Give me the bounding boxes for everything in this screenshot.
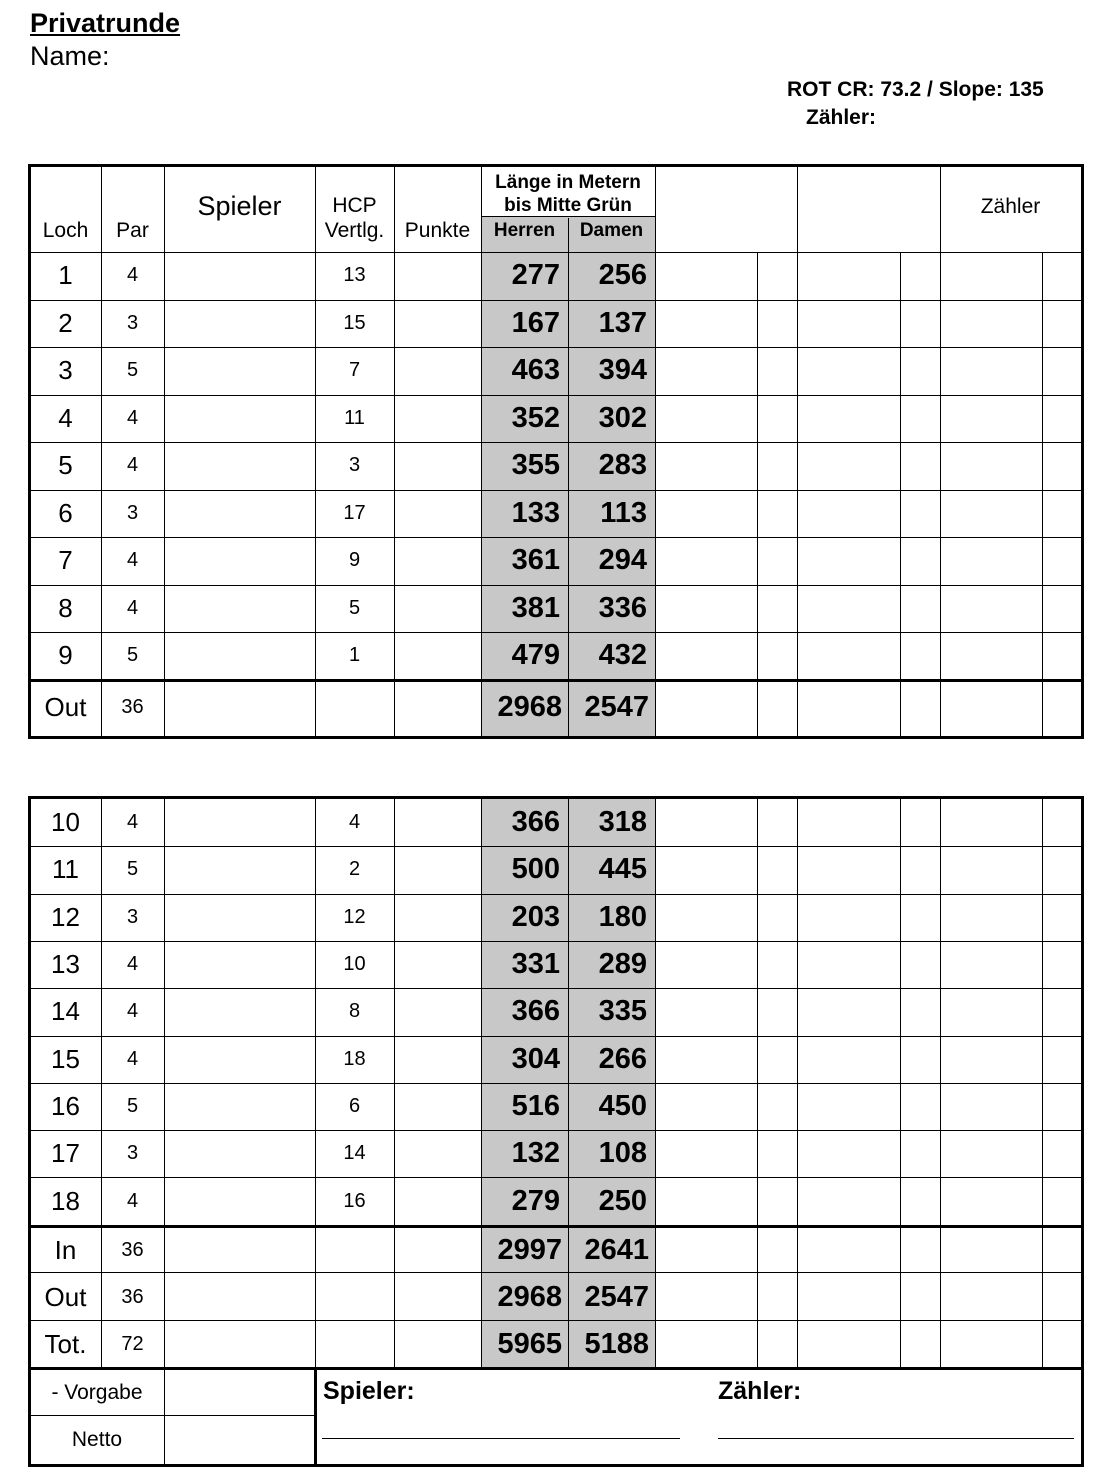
total-par: 36 [121,696,144,718]
hole-hcp: 1 [348,644,361,667]
grid-line-v [757,252,758,736]
hole-length-herren: 361 [511,544,560,577]
header-punkte: Punkte [404,219,471,242]
hole-par: 4 [126,596,139,619]
hole-length-damen: 289 [598,948,647,981]
hole-number: 16 [51,1090,80,1121]
hole-number: 4 [58,402,73,433]
grid-line-h-thick [30,1367,1081,1370]
hole-length-herren: 133 [511,496,560,529]
grid-line-v [900,252,901,736]
marker-signature-line [718,1438,1074,1439]
player-signature-label: Spieler: [323,1376,415,1405]
total-par: 72 [121,1332,144,1355]
hole-hcp: 3 [348,454,361,477]
hole-length-herren: 167 [511,306,560,339]
hole-hcp: 14 [343,1142,366,1165]
hole-length-herren: 203 [511,900,560,933]
hole-number: 11 [52,854,79,885]
hole-length-damen: 302 [598,401,647,434]
header-spieler: Spieler [197,190,282,221]
hole-length-herren: 331 [511,948,560,981]
hole-number: 14 [51,996,80,1027]
hole-par: 3 [126,311,139,334]
hole-hcp: 12 [343,905,366,928]
hole-number: 2 [58,307,73,338]
hole-number: 10 [51,807,80,838]
hole-par: 5 [126,359,139,382]
hole-length-damen: 250 [598,1184,647,1217]
hole-hcp: 10 [343,953,366,976]
hole-par: 5 [126,858,139,881]
hole-length-herren: 366 [511,806,560,839]
hole-number: 12 [51,901,80,932]
hole-number: 8 [58,592,73,623]
page-title: Privatrunde [30,8,181,38]
course-rating-info: ROT CR: 73.2 / Slope: 135 [787,78,1044,101]
hole-length-damen: 180 [598,900,647,933]
hole-par: 5 [126,1094,139,1117]
hole-par: 3 [126,501,139,524]
total-length-herren: 2997 [497,1234,562,1266]
hole-number: 6 [58,497,73,528]
hole-length-damen: 336 [598,591,647,624]
hole-length-herren: 277 [511,259,560,292]
total-label: Tot. [44,1328,87,1359]
grid-line-h [30,1415,314,1416]
hole-length-damen: 450 [598,1089,647,1122]
grid-line-v [1042,252,1043,736]
hole-length-herren: 132 [511,1137,560,1170]
hole-length-herren: 500 [511,853,560,886]
hole-length-damen: 256 [598,259,647,292]
hole-length-damen: 394 [598,354,647,387]
total-par: 36 [121,1239,144,1261]
hole-number: 1 [58,260,73,291]
hole-par: 4 [126,549,139,572]
header-loch: Loch [42,219,89,242]
hole-par: 4 [126,1189,139,1212]
hole-length-damen: 266 [598,1042,647,1075]
header-length-line1: Länge in Metern [495,172,641,193]
hole-hcp: 16 [343,1189,366,1212]
hole-par: 3 [126,1142,139,1165]
hole-par: 4 [126,811,139,834]
total-length-damen: 5188 [584,1327,649,1360]
total-label: Out [44,1282,87,1312]
total-label: In [54,1235,77,1265]
hole-length-herren: 366 [511,995,560,1028]
netto-label: Netto [71,1428,123,1451]
header-zaehler: Zähler [980,195,1041,218]
hole-par: 5 [126,644,139,667]
hole-par: 4 [126,406,139,429]
hole-number: 3 [58,355,73,386]
hole-hcp: 9 [348,549,361,572]
player-signature-line [322,1438,680,1439]
name-label: Name: [30,41,110,71]
hole-length-herren: 479 [511,639,560,672]
total-length-herren: 5965 [497,1327,562,1360]
header-hcp: HCP [332,194,377,217]
hole-length-damen: 335 [598,995,647,1028]
hole-par: 4 [126,264,139,287]
total-par: 36 [121,1286,144,1308]
hole-hcp: 6 [348,1094,361,1117]
hole-length-damen: 283 [598,449,647,482]
vorgabe-label: - Vorgabe [51,1380,143,1404]
header-hcp-vertlg: Vertlg. [324,219,385,242]
hole-hcp: 18 [343,1047,366,1070]
hole-length-damen: 318 [598,806,647,839]
total-length-herren: 2968 [497,691,562,723]
total-length-damen: 2641 [584,1234,649,1266]
total-length-damen: 2547 [584,1281,649,1313]
hole-par: 4 [126,953,139,976]
header-damen: Damen [579,220,644,241]
hole-par: 4 [126,1047,139,1070]
hole-length-herren: 352 [511,401,560,434]
hole-par: 4 [126,454,139,477]
hole-length-damen: 432 [598,639,647,672]
hole-length-damen: 445 [598,853,647,886]
hole-hcp: 17 [343,501,366,524]
total-length-herren: 2968 [497,1281,562,1313]
hole-hcp: 5 [348,596,361,619]
hole-number: 18 [51,1185,80,1216]
hole-length-herren: 304 [511,1042,560,1075]
hole-length-damen: 294 [598,544,647,577]
hole-length-herren: 516 [511,1089,560,1122]
total-length-damen: 2547 [584,691,649,723]
hole-length-herren: 463 [511,354,560,387]
hole-length-herren: 355 [511,449,560,482]
hole-number: 17 [51,1138,80,1169]
header-par: Par [116,219,149,242]
hole-number: 7 [58,545,73,576]
hole-number: 13 [51,949,80,980]
total-label: Out [44,692,87,722]
hole-hcp: 7 [348,359,361,382]
hole-number: 9 [58,640,73,671]
header-herren: Herren [493,220,556,241]
hole-number: 15 [51,1043,80,1074]
hole-hcp: 13 [343,264,366,287]
hole-par: 3 [126,905,139,928]
marker-label-top: Zähler: [806,106,877,129]
hole-length-damen: 137 [598,306,647,339]
hole-length-damen: 108 [598,1137,647,1170]
marker-signature-label: Zähler: [718,1376,802,1405]
hole-hcp: 11 [344,406,365,429]
hole-length-herren: 381 [511,591,560,624]
hole-length-damen: 113 [600,496,647,529]
hole-par: 4 [126,1000,139,1023]
grid-line-v-thick [314,1367,317,1464]
hole-hcp: 2 [348,858,361,881]
hole-length-herren: 279 [511,1184,560,1217]
hole-hcp: 4 [348,811,361,834]
hole-hcp: 8 [348,1000,361,1023]
hole-hcp: 15 [343,311,366,334]
hole-number: 5 [58,450,73,481]
header-length-line2: bis Mitte Grün [504,195,632,216]
